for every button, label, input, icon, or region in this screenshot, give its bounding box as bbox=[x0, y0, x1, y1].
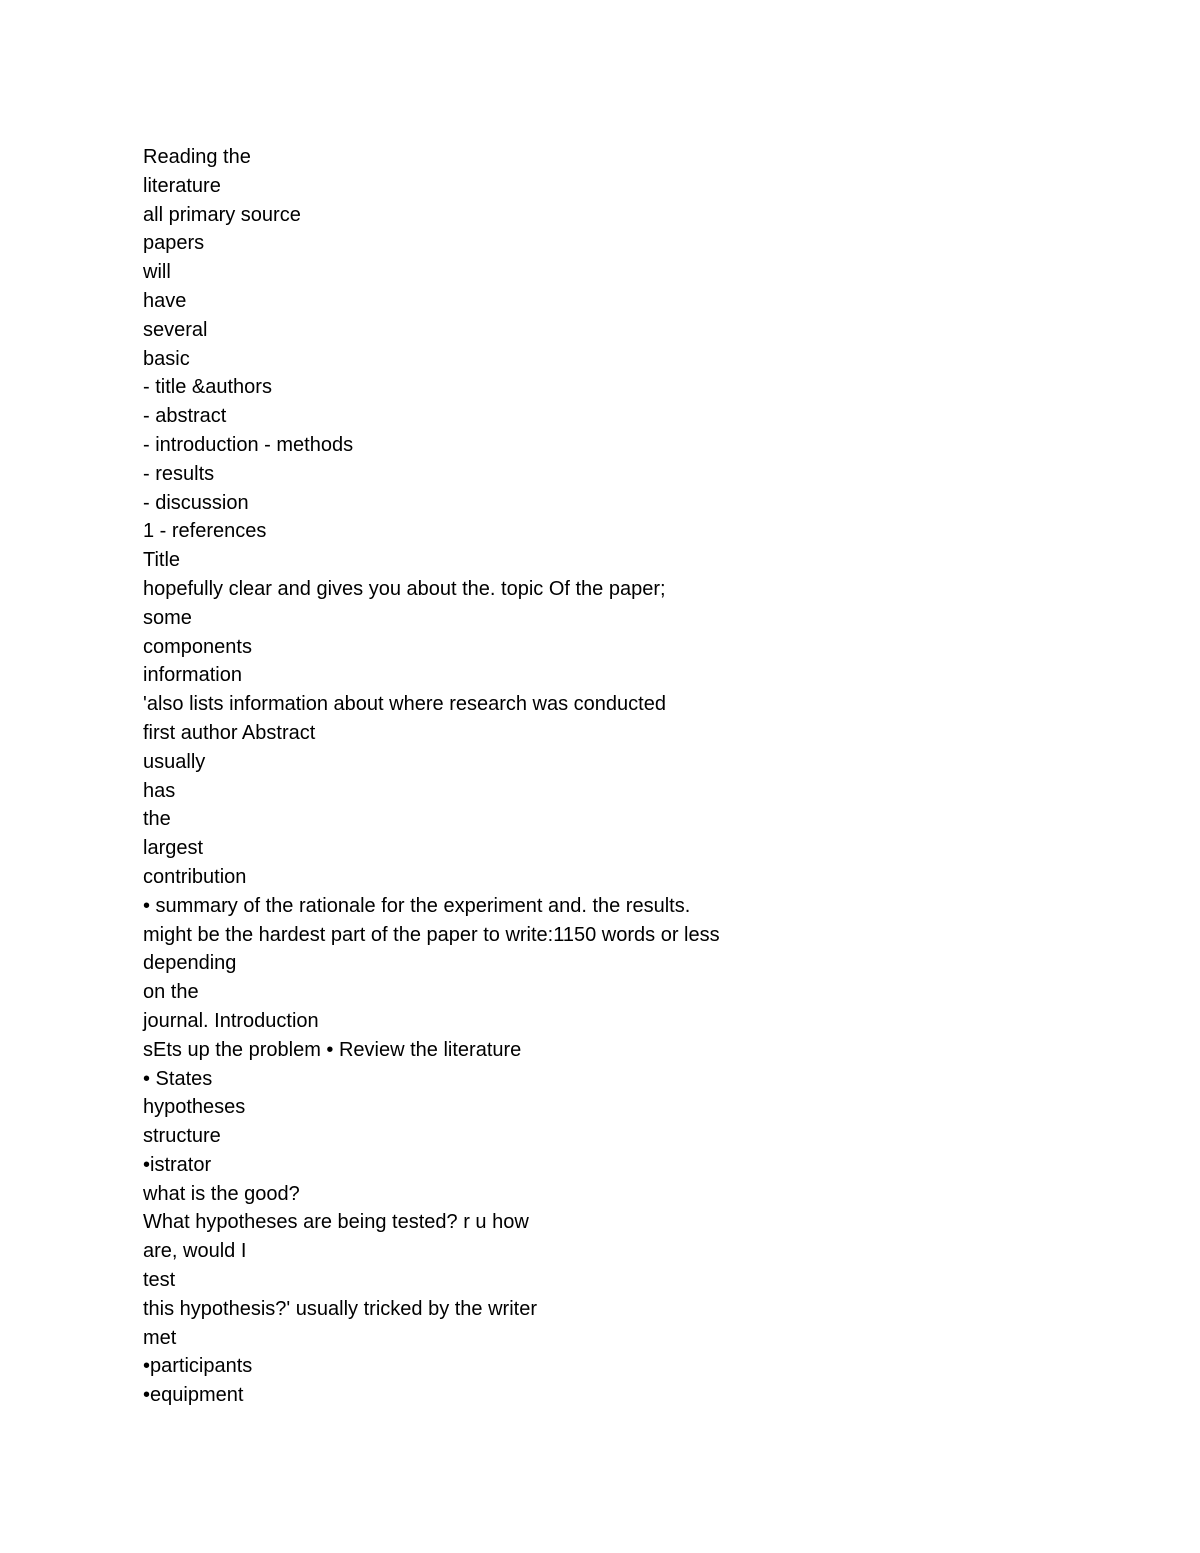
text-line: depending bbox=[143, 952, 237, 975]
text-line: - discussion bbox=[143, 491, 249, 514]
text-line: usually bbox=[143, 750, 206, 773]
text-line: contribution bbox=[143, 865, 247, 888]
text-line: components bbox=[143, 635, 252, 658]
text-line: - abstract bbox=[143, 405, 227, 428]
text-line: test bbox=[143, 1269, 176, 1292]
text-line: hypotheses bbox=[143, 1096, 246, 1119]
text-line: journal. Introduction bbox=[143, 1009, 319, 1032]
text-line: •participants bbox=[143, 1355, 253, 1378]
text-line: several bbox=[143, 318, 208, 341]
text-line: are, would I bbox=[143, 1240, 247, 1263]
text-line: hopefully clear and gives you about the. topic Of the paper; bbox=[143, 577, 666, 600]
text-line: structure bbox=[143, 1125, 221, 1148]
text-line: basic bbox=[143, 347, 190, 370]
text-line: will bbox=[143, 261, 171, 284]
text-line: •equipment bbox=[143, 1384, 244, 1407]
text-line: - introduction - methods bbox=[143, 433, 354, 456]
text-line: information bbox=[143, 664, 242, 687]
text-line: •istrator bbox=[143, 1153, 212, 1176]
text-line: first author Abstract bbox=[143, 721, 316, 744]
text-line: 1 - references bbox=[143, 520, 267, 543]
text-line: this hypothesis?' usually tricked by the writer bbox=[143, 1297, 537, 1320]
text-line: Reading the bbox=[143, 146, 251, 168]
text-line: what is the good? bbox=[143, 1182, 300, 1205]
text-line: sEts up the problem • Review the literature bbox=[143, 1038, 522, 1061]
document-body bbox=[143, 143, 1143, 1410]
text-line: - results bbox=[143, 462, 215, 485]
text-line: largest bbox=[143, 837, 204, 860]
text-line: the bbox=[143, 808, 171, 831]
text-line: on the bbox=[143, 981, 199, 1004]
text-line: have bbox=[143, 289, 187, 312]
text-line: might be the hardest part of the paper to write:1150 words or less bbox=[143, 923, 720, 946]
text-line: met bbox=[143, 1326, 177, 1349]
text-line: papers bbox=[143, 232, 205, 255]
text-line: has bbox=[143, 779, 176, 802]
text-line: Title bbox=[143, 549, 181, 572]
text-line: • summary of the rationale for the experiment and. the results. bbox=[143, 894, 691, 917]
text-line: - title &authors bbox=[143, 376, 272, 399]
text-line: • States bbox=[143, 1067, 213, 1090]
text-line: 'also lists information about where research was conducted bbox=[143, 693, 666, 716]
text-line: some bbox=[143, 606, 192, 629]
text-line: all primary source bbox=[143, 203, 301, 226]
text-line: literature bbox=[143, 174, 221, 197]
text-line: What hypotheses are being tested? r u how bbox=[143, 1211, 529, 1234]
